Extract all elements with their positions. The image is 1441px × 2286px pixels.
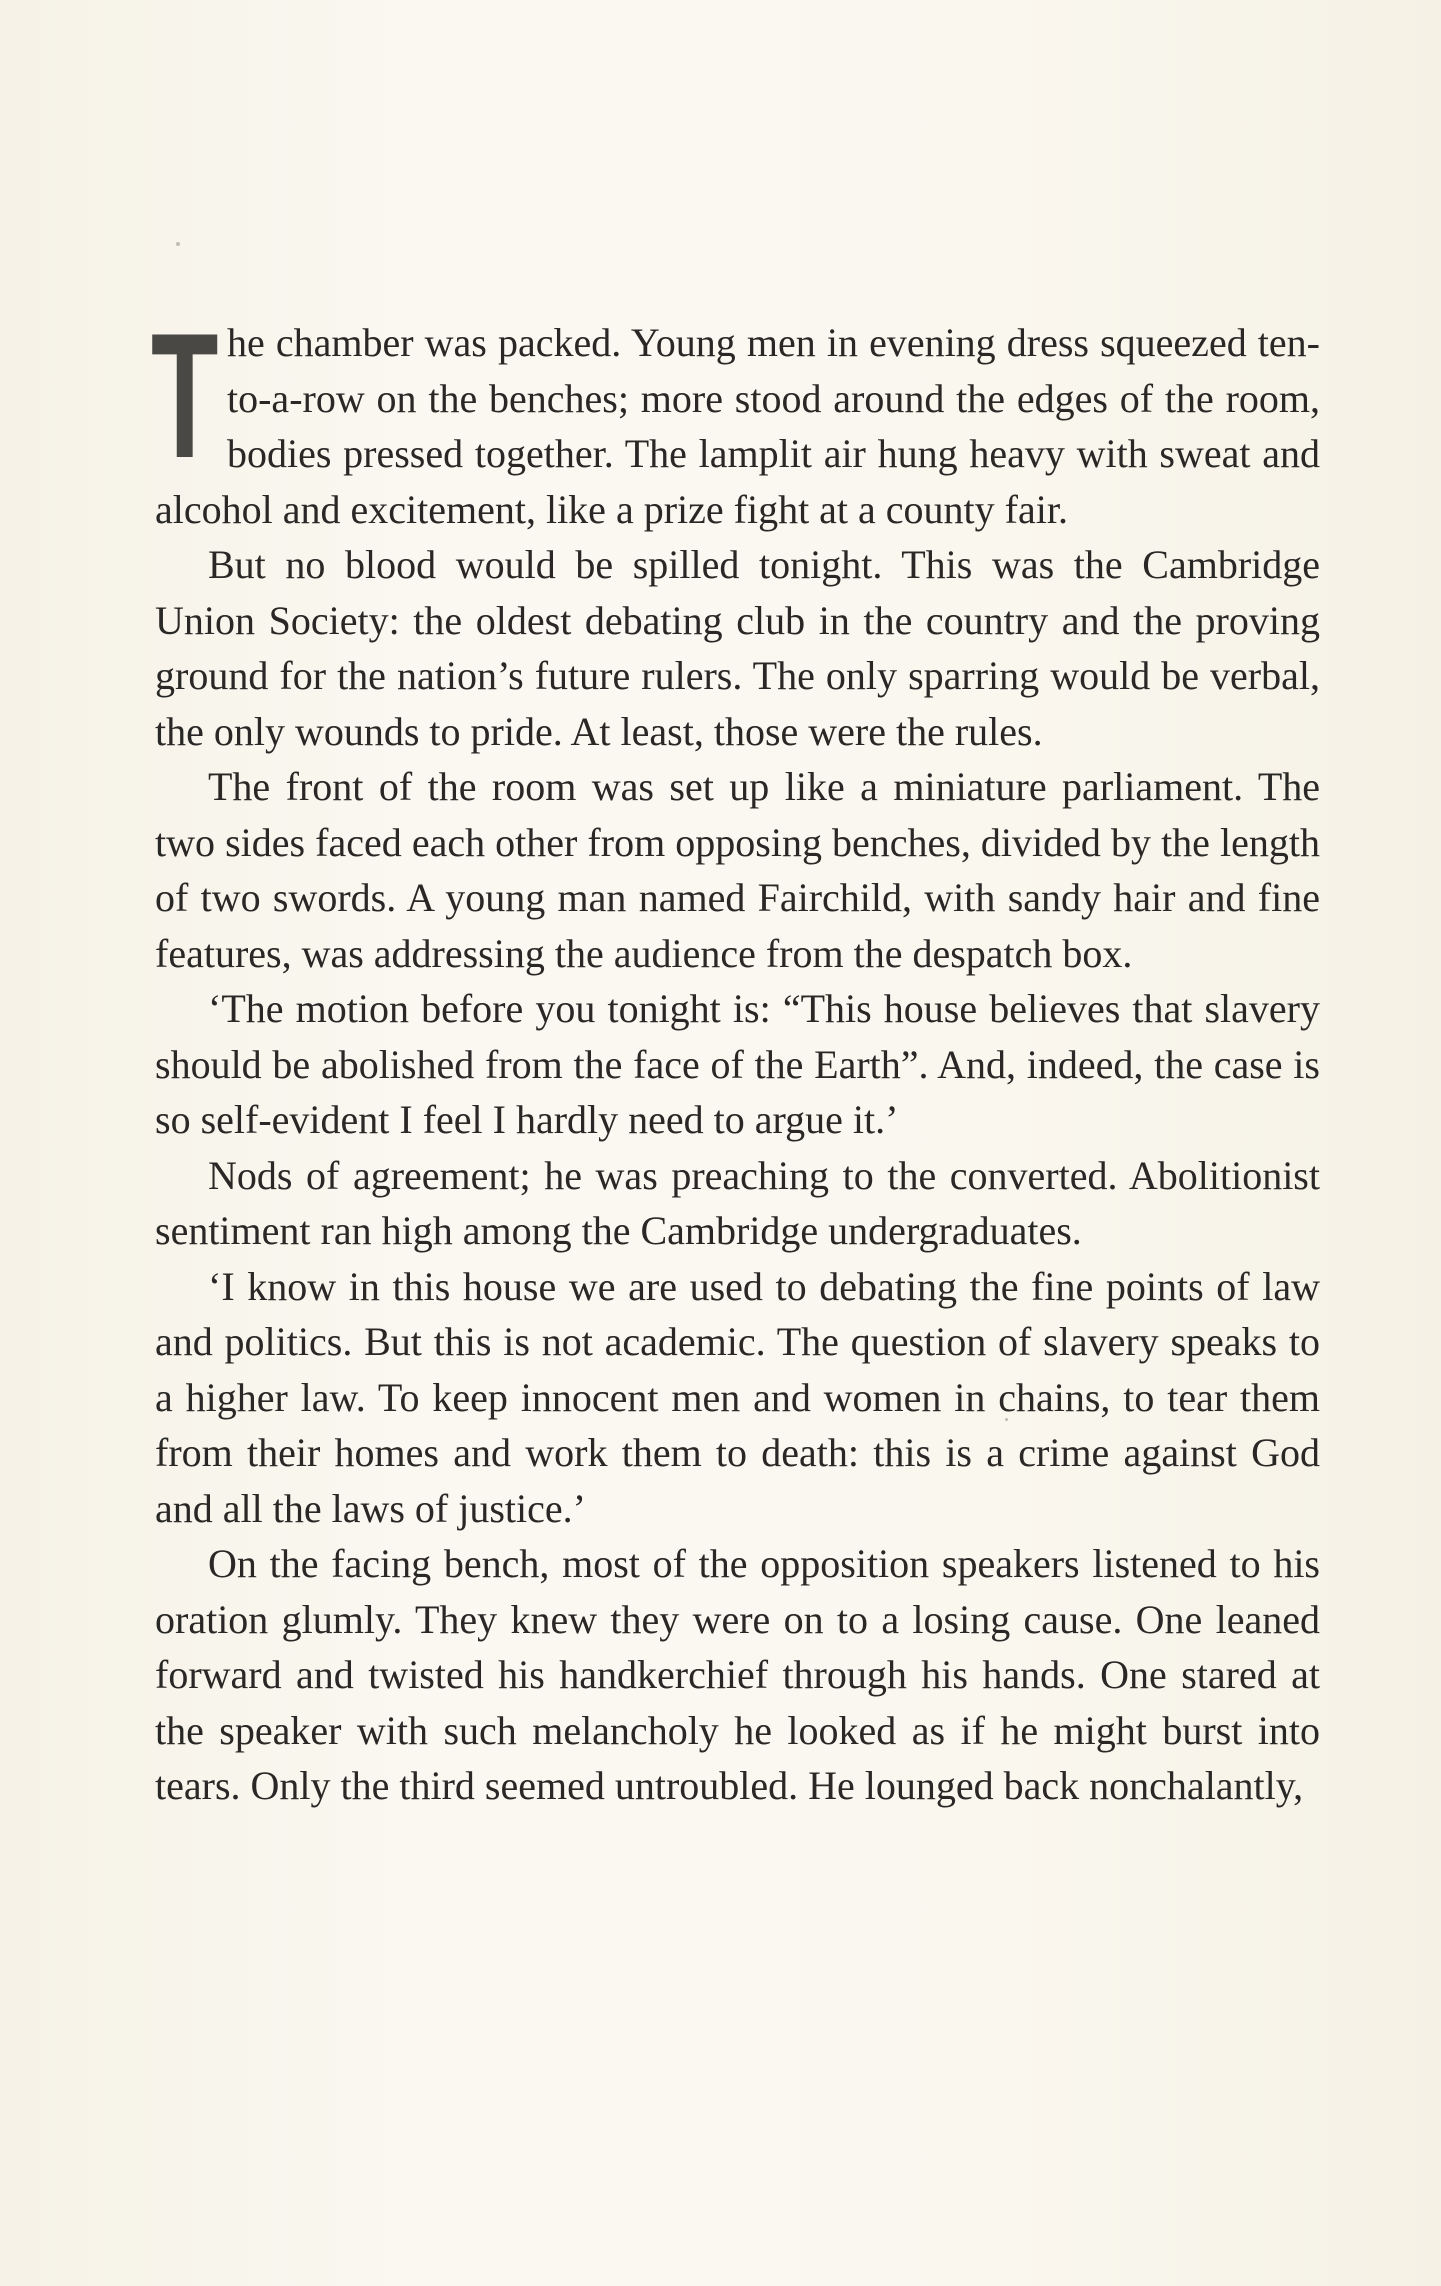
paragraph-7: On the facing bench, most of the opposition speakers listened to his oration glumly. They knew they were on to a losing cause. One leaned forward and twisted his handkerchief through his hands. One stared at the speaker with such melancholy he looked as if he might burst into tears. Only the third seemed untroubled. He lounged back nonchalantly, <box>155 1541 1320 1808</box>
paragraph-4: ‘The motion before you tonight is: “This house believes that slavery should be abolished from the face of the Earth”. And, indeed, the case is so self-evident I feel I hardly need to argue it.’ <box>155 986 1320 1142</box>
paragraph-3: The front of the room was set up like a miniature parliament. The two sides faced each other from opposing benches, divided by the length of two swords. A young man named Fairchild, with sandy hair and fine features, was addressing the audience from the despatch box. <box>155 764 1320 976</box>
paragraph-5: Nods of agreement; he was preaching to the converted. Abolitionist sentiment ran high among the Cambridge undergraduates. <box>155 1152 1320 1253</box>
paragraph-1-text: he chamber was packed. Young men in evening dress squeezed ten-to-a-row on the benches; more stood around the edges of the room, bodies pressed together. The lamplit air hung heavy with sweat and alcohol and excitement, like a prize fight at a county fair. <box>155 320 1320 532</box>
paragraph-2: But no blood would be spilled tonight. This was the Cambridge Union Society: the oldest debating club in the country and the proving ground for the nation’s future rulers. The only sparring would be verbal, the only wounds to pride. At least, those were the rules. <box>155 542 1320 754</box>
paragraph-6: ‘I know in this house we are used to debating the fine points of law and politics. But this is not academic. The question of slavery speaks to a higher law. To keep innocent men and women in chains, to tear them from their homes and work them to death: this is a crime against God and all the laws of justice.’ <box>155 1263 1320 1531</box>
drop-cap: T <box>151 296 219 495</box>
drop-cap-container <box>151 296 227 495</box>
paragraph-1 <box>151 296 1320 537</box>
paper-speck <box>176 242 180 246</box>
body-text <box>151 296 1320 1814</box>
